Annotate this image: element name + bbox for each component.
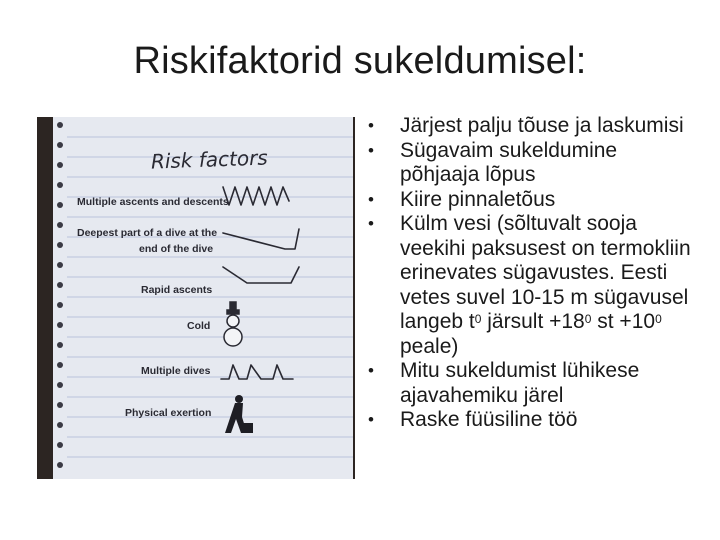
bullet-text-part: st +10 (591, 310, 656, 333)
bullet-marker: • (368, 140, 374, 160)
bullet-marker: • (368, 410, 374, 429)
bullet-text (400, 212, 691, 358)
bullet-item (362, 114, 692, 139)
degree-superscript: 0 (584, 312, 592, 326)
bullet-item (362, 408, 692, 433)
photo-heading: Risk factors (150, 145, 269, 174)
photo-label-cold: Cold (187, 320, 211, 332)
bullet-text: Sügavaim sukeldumine põhjaaja lõpus (400, 138, 618, 186)
bullet-marker: • (368, 361, 374, 380)
bullet-marker: • (368, 116, 374, 135)
photo-label-end-of-dive: end of the dive (139, 243, 214, 255)
bullet-item (362, 188, 692, 213)
bullet-marker: • (368, 189, 374, 209)
bullet-text-part: järsult +18 (481, 310, 585, 333)
bullet-marker: • (368, 214, 374, 233)
bullet-text: Kiire pinnaletõus (400, 187, 556, 211)
photo-label-multiple-ascents: Multiple ascents and descents (77, 196, 229, 208)
bullet-item (362, 212, 692, 359)
bullet-list (362, 114, 692, 433)
photo-label-deepest-part: Deepest part of a dive at the (77, 227, 218, 239)
bullet-item (362, 139, 692, 188)
bullet-text: Raske füüsiline töö (400, 408, 578, 431)
bullet-item (362, 359, 692, 408)
degree-superscript: 0 (474, 312, 482, 326)
photo-label-rapid-ascents: Rapid ascents (141, 284, 213, 296)
bullet-text-part: Külm vesi (sõltuvalt sooja veekihi paksusest on termokliin erinevates sügavustes. Eesti vetes suvel 10-15 m sügavusel langeb t (400, 212, 691, 333)
risk-factors-photo (37, 117, 355, 479)
bullet-text: Mitu sukeldumist lühikese ajavahemiku järel (400, 359, 640, 407)
bullet-text: Järjest palju tõuse ja laskumisi (400, 114, 684, 137)
photo-label-physical-exertion: Physical exertion (125, 407, 212, 419)
photo-label-multiple-dives: Multiple dives (141, 365, 211, 377)
bullet-text-part: peale) (400, 334, 459, 358)
degree-superscript: 0 (655, 312, 662, 326)
slide-title: Riskifaktorid sukeldumisel: (133, 40, 587, 82)
